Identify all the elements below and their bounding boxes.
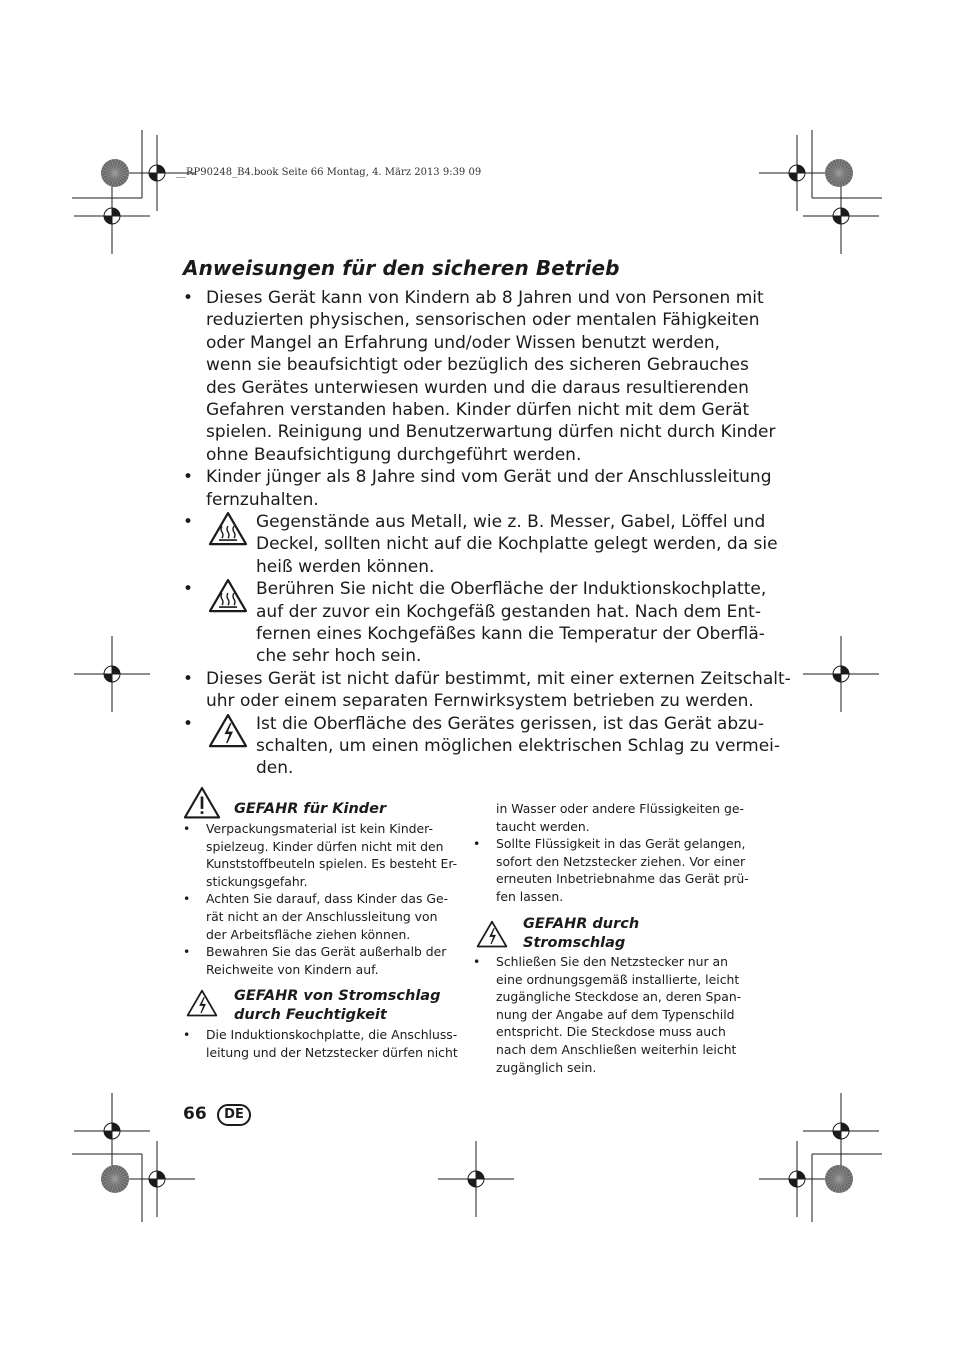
text-line: schalten, um einen möglichen elektrischen Schlag zu vermei- (256, 736, 781, 756)
text-line: fernen eines Kochgefäßes kann die Temperatur der Oberflä- (256, 624, 765, 644)
text-line: sofort den Netzstecker ziehen. Vor einer (496, 853, 746, 869)
list-item-text (206, 890, 448, 943)
language-badge: DE (217, 1104, 251, 1126)
heading-line: GEFAHR durch (523, 916, 640, 932)
danger-heading (523, 915, 639, 953)
heading-line: durch Feuchtigkeit (234, 1007, 387, 1023)
text-line: entspricht. Die Steckdose muss auch (496, 1024, 726, 1040)
text-line: ohne Beaufsichtigung durchgeführt werden. (206, 444, 582, 465)
text-line: Gefahren verstanden haben. Kinder dürfen nicht mit dem Gerät (206, 400, 750, 421)
text-line: Reichweite von Kindern auf. (206, 961, 379, 977)
text-line: der Arbeitsfläche ziehen können. (206, 926, 411, 942)
list-item-text (496, 835, 749, 905)
text-line: Bewahren Sie das Gerät außerhalb der (206, 944, 447, 960)
bullet: • (183, 512, 194, 532)
list-item-text (496, 953, 741, 1076)
text-line: rät nicht an der Anschlussleitung von (206, 908, 438, 924)
text-line: Verpackungsmaterial ist kein Kinder- (206, 821, 433, 836)
text-line: leitung und der Netzstecker dürfen nicht (206, 1044, 458, 1060)
text-line: eine ordnungsgemäß installierte, leicht (496, 971, 740, 987)
heading-line: GEFAHR für Kinder (234, 801, 387, 817)
continued-text (496, 800, 744, 835)
bullet: • (183, 1027, 191, 1042)
bullet: • (183, 467, 194, 488)
text-line: zugänglich sein. (496, 1059, 597, 1075)
text-line: zugängliche Steckdose an, deren Span- (496, 989, 742, 1005)
text-line: reduzierten physischen, sensorischen oder mentalen Fähigkeiten (206, 310, 760, 331)
section-title: Anweisungen für den sicheren Betrieb (183, 256, 620, 280)
text-line: nach dem Anschließen weiterhin leicht (496, 1041, 737, 1057)
text-line: Sollte Flüssigkeit in das Gerät gelangen, (496, 836, 746, 851)
heading-line: Stromschlag (523, 935, 626, 951)
text-line: auf der zuvor ein Kochgefäß gestanden hat. Nach dem Ent- (256, 601, 761, 622)
text-line: nung der Angabe auf dem Typenschild (496, 1006, 735, 1022)
text-line: Berühren Sie nicht die Oberfläche der Induktionskochplatte, (256, 579, 767, 600)
danger-heading (234, 987, 440, 1025)
instruction-text (206, 466, 771, 511)
text-line: uhr oder einem separaten Fernwirksystem betrieben zu werden. (206, 691, 754, 712)
text-line: Schließen Sie den Netzstecker nur an (496, 954, 728, 969)
bullet: • (183, 288, 194, 308)
text-line: heiß werden können. (256, 556, 435, 577)
instruction-text (206, 287, 775, 466)
text-line: Dieses Gerät kann von Kindern ab 8 Jahren und von Personen mit (206, 288, 764, 308)
instruction-text (256, 713, 780, 780)
text-line: erneuten Inbetriebnahme das Gerät prü- (496, 871, 749, 887)
instruction-text (256, 511, 778, 578)
bullet: • (183, 713, 194, 734)
list-item-text (206, 820, 457, 890)
text-line: Kunststoffbeuteln spielen. Es besteht Er- (206, 856, 458, 872)
page-number: 66 (183, 1104, 207, 1124)
text-line: fen lassen. (496, 888, 564, 904)
text-line: in Wasser oder andere Flüssigkeiten ge- (496, 801, 744, 816)
bullet: • (183, 579, 194, 600)
bullet: • (183, 891, 191, 907)
text-line: spielen. Reinigung und Benutzerwartung dürfen nicht durch Kinder (206, 422, 776, 443)
text-line: Ist die Oberfläche des Gerätes gerissen, ist das Gerät abzu- (256, 713, 764, 734)
bullet: • (183, 944, 191, 960)
exclamation-warning-icon (183, 786, 221, 819)
text-line: den. (256, 758, 294, 779)
electric-shock-warning-icon (186, 989, 218, 1017)
text-line: Gegenstände aus Metall, wie z. B. Messer, Gabel, Löffel und (256, 512, 766, 532)
instruction-text (256, 578, 766, 668)
text-line: oder Mangel an Erfahrung und/oder Wissen benutzt werden, (206, 332, 721, 353)
text-line: taucht werden. (496, 818, 590, 834)
text-line: des Gerätes unterwiesen wurden und die daraus resultierenden (206, 377, 749, 398)
text-line: wenn sie beaufsichtigt oder bezüglich des sicheren Gebrauches (206, 355, 749, 376)
instruction-text (206, 668, 791, 713)
electric-shock-warning-icon (476, 920, 508, 948)
bullet: • (473, 954, 481, 969)
list-item-text (206, 943, 446, 978)
bullet: • (183, 821, 191, 836)
danger-heading (234, 800, 386, 819)
text-line: Dieses Gerät ist nicht dafür bestimmt, mit einer externen Zeitschalt- (206, 668, 791, 689)
text-line: stickungsgefahr. (206, 873, 308, 889)
text-line: spielzeug. Kinder dürfen nicht mit den (206, 838, 444, 854)
print-header-file-info: __RP90248_B4.book Seite 66 Montag, 4. März 2013 9:39 09 (176, 167, 482, 178)
text-line: fernzuhalten. (206, 489, 319, 510)
text-line: Achten Sie darauf, dass Kinder das Ge- (206, 891, 449, 907)
hot-surface-warning-icon (208, 578, 248, 613)
text-line: Die Induktionskochplatte, die Anschluss- (206, 1027, 458, 1042)
text-line: Deckel, sollten nicht auf die Kochplatte gelegt werden, da sie (256, 534, 778, 555)
text-line: che sehr hoch sein. (256, 646, 422, 667)
electric-shock-warning-icon (208, 713, 248, 748)
heading-line: GEFAHR von Stromschlag (234, 988, 441, 1004)
text-line: Kinder jünger als 8 Jahre sind vom Gerät und der Anschlussleitung (206, 467, 772, 488)
list-item-text (206, 1026, 458, 1061)
hot-surface-warning-icon (208, 511, 248, 546)
bullet: • (473, 836, 481, 851)
bullet: • (183, 668, 194, 689)
